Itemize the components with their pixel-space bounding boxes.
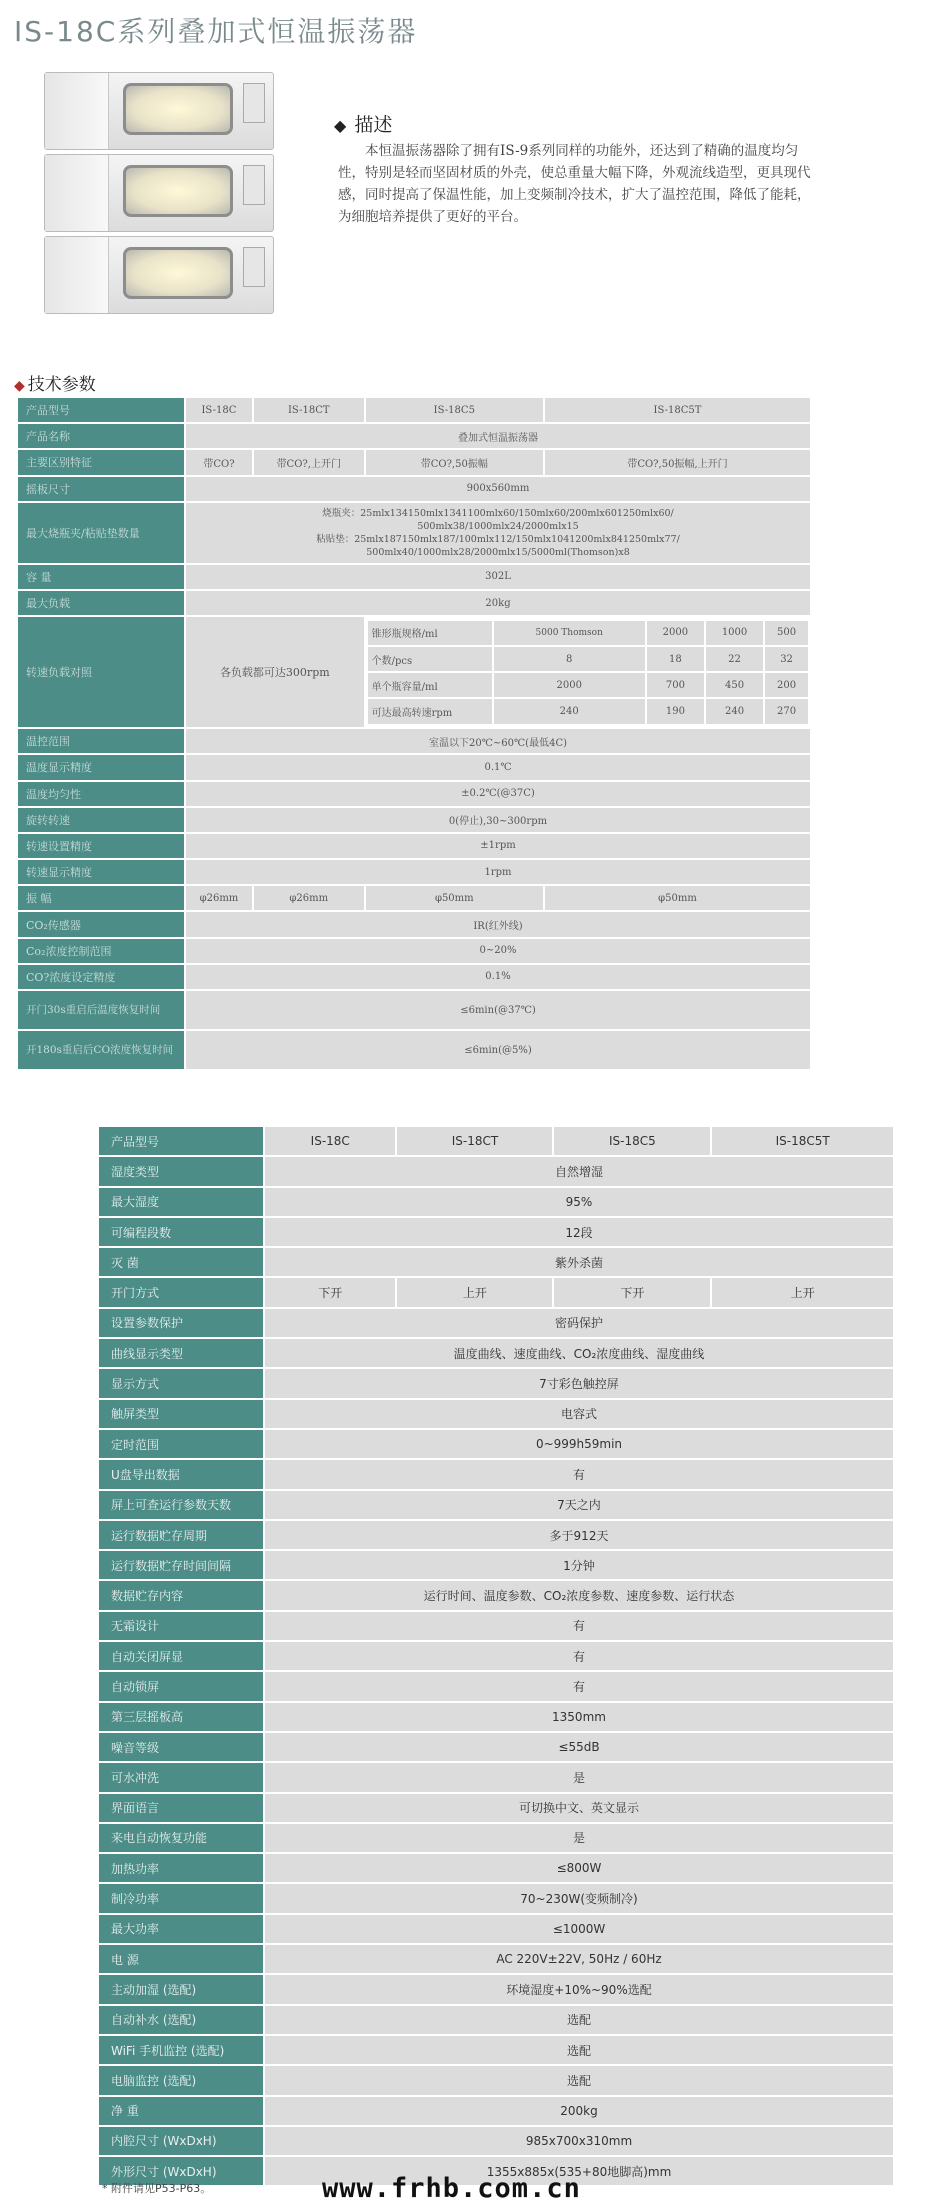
table-row [18,991,810,1029]
row-label: CO?浓度设定精度 [18,965,184,989]
sub-value: 5000 Thomson [494,621,645,645]
row-label: U盘导出数据 [99,1460,263,1488]
row-value: φ50mm [545,886,810,910]
row-label: 无霜设计 [99,1612,263,1640]
sub-value: 240 [706,699,763,723]
row-value: 紫外杀菌 [265,1248,893,1276]
table-row [99,1642,893,1670]
table-row [99,1248,893,1276]
table-row [99,1824,893,1852]
row-label: WiFi 手机监控 (选配) [99,2036,263,2064]
row-label: 自动锁屏 [99,1672,263,1700]
table-row [99,1612,893,1640]
row-value: φ50mm [366,886,543,910]
row-value: 302L [186,565,810,589]
row-value: ≤6min(@5%) [186,1031,810,1069]
row-value: 温度曲线、速度曲线、CO₂浓度曲线、湿度曲线 [265,1339,893,1367]
row-label: 自动关闭屏显 [99,1642,263,1670]
row-value: 12段 [265,1218,893,1246]
row-label: 来电自动恢复功能 [99,1824,263,1852]
row-label: 外形尺寸 (WxDxH) [99,2157,263,2185]
table-row [18,617,810,727]
row-value: 选配 [265,2036,893,2064]
model-cell: IS-18C5T [712,1127,893,1155]
capacity-line: 粘贴垫：25mlx187150mlx187/100mlx112/150mlx1041200mlx841250mlx77/ [316,533,680,545]
row-value: 环境湿度+10%~90%选配 [265,1975,893,2003]
row-value: 1分钟 [265,1551,893,1579]
row-value: 985x700x310mm [265,2127,893,2155]
row-value: 1rpm [186,860,810,884]
table-row [18,782,810,806]
row-label: 第三层摇板高 [99,1703,263,1731]
row-label: 转速显示精度 [18,860,184,884]
row-label: 最大功率 [99,1915,263,1943]
row-label: 电 源 [99,1945,263,1973]
row-label: 运行数据贮存时间间隔 [99,1551,263,1579]
sub-value: 8 [494,647,645,671]
sub-value: 500 [765,621,808,645]
table-row [99,1339,893,1367]
table-row [99,1915,893,1943]
sub-value: 450 [706,673,763,697]
row-label: 显示方式 [99,1369,263,1397]
table-row [99,1884,893,1912]
row-label: 转速负载对照 [18,617,184,727]
row-label: 电脑监控 (选配) [99,2066,263,2094]
row-value: 1350mm [265,1703,893,1731]
sub-label: 锥形瓶规格/ml [368,621,492,645]
table-row [18,886,810,910]
diamond-icon: ◆ [14,378,25,394]
row-value: 1355x885x(535+80地脚高)mm [265,2157,893,2185]
row-label: 最大湿度 [99,1188,263,1216]
row-label: 净 重 [99,2097,263,2125]
capacity-line: 500mlx40/1000mlx28/2000mlx15/5000ml(Thomson)x8 [366,546,630,558]
row-value: 密码保护 [265,1309,893,1337]
table-row [18,398,810,422]
table-row [99,1157,893,1185]
shaker-unit-bottom [44,236,274,314]
row-value: 可切换中文、英文显示 [265,1794,893,1822]
table-row [18,591,810,615]
row-value: 带CO?,50振幅 [366,450,543,474]
row-label: 最大烧瓶夹/粘贴垫数量 [18,503,184,563]
row-label: 主要区别特征 [18,450,184,474]
row-value: 电容式 [265,1400,893,1428]
table-row [99,1369,893,1397]
row-value: 有 [265,1612,893,1640]
product-image [44,72,274,322]
row-label: 曲线显示类型 [99,1339,263,1367]
row-value: 叠加式恒温振荡器 [186,424,810,448]
table-row [99,1278,893,1306]
row-value: 70~230W(变频制冷) [265,1884,893,1912]
table-row [368,699,808,723]
row-label: 旋转转速 [18,808,184,832]
row-label: 运行数据贮存周期 [99,1521,263,1549]
sub-value: 2000 [647,621,704,645]
row-value: ≤1000W [265,1915,893,1943]
table-row [368,621,808,645]
row-label: 温控范围 [18,729,184,753]
row-label: 振 幅 [18,886,184,910]
row-label: 温度均匀性 [18,782,184,806]
row-value: 是 [265,1824,893,1852]
row-value: 上开 [712,1278,893,1306]
row-value: 7寸彩色触控屏 [265,1369,893,1397]
row-value: 室温以下20℃~60℃(最低4C) [186,729,810,753]
table-row [18,965,810,989]
row-value: 7天之内 [265,1491,893,1519]
row-value: 选配 [265,2006,893,2034]
sub-label: 个数/pcs [368,647,492,671]
model-cell: IS-18C [186,398,252,422]
row-label: 湿度类型 [99,1157,263,1185]
row-value: 带CO?,50振幅,上开门 [545,450,810,474]
website-link[interactable]: www.frhb.com.cn [322,2173,581,2204]
model-cell: IS-18CT [397,1127,552,1155]
row-value: 20kg [186,591,810,615]
row-label: 自动补水 (选配) [99,2006,263,2034]
row-label: 摇板尺寸 [18,477,184,501]
table-row [99,1794,893,1822]
table-row [18,729,810,753]
row-label: 加热功率 [99,1854,263,1882]
table-row [99,2097,893,2125]
speed-load-subtable [366,617,810,727]
table-row [99,1551,893,1579]
row-label: CO₂传感器 [18,912,184,936]
tech-heading: ◆ 技术参数 [14,375,96,395]
sub-value: 200 [765,673,808,697]
row-label: 开180s重启后CO浓度恢复时间 [18,1031,184,1069]
table-row [99,1521,893,1549]
row-value: 选配 [265,2066,893,2094]
shaker-unit-middle [44,154,274,232]
table-row [99,1975,893,2003]
sub-value: 700 [647,673,704,697]
row-label: 转速设置精度 [18,834,184,858]
table-row [18,424,810,448]
row-label: 产品型号 [18,398,184,422]
table-row [18,939,810,963]
row-label: 制冷功率 [99,1884,263,1912]
row-label: 可水冲洗 [99,1763,263,1791]
capacity-line: 500mlx38/1000mlx24/2000mlx15 [417,520,579,532]
row-value: ≤55dB [265,1733,893,1761]
table-row [99,1703,893,1731]
row-label: 屏上可查运行参数天数 [99,1491,263,1519]
table-row [99,1945,893,1973]
row-label: 产品名称 [18,424,184,448]
row-value: 下开 [554,1278,710,1306]
table-row [18,755,810,779]
row-value: ≤6min(@37℃) [186,991,810,1029]
row-label: 定时范围 [99,1430,263,1458]
row-value: 0.1℃ [186,755,810,779]
sub-value: 2000 [494,673,645,697]
page-title: IS-18C系列叠加式恒温振荡器 [14,15,418,48]
row-value: IR(红外线) [186,912,810,936]
row-label: 触屏类型 [99,1400,263,1428]
row-label: 开门方式 [99,1278,263,1306]
row-value: ≤800W [265,1854,893,1882]
spec-table-2 [97,1125,895,2187]
sub-value: 270 [765,699,808,723]
row-label: 最大负载 [18,591,184,615]
description-heading: ◆ 描述 [334,114,393,136]
table-row [99,1218,893,1246]
table-row [99,1400,893,1428]
row-label: 灭 菌 [99,1248,263,1276]
row-value: φ26mm [254,886,364,910]
row-value: 下开 [265,1278,395,1306]
row-label: 容 量 [18,565,184,589]
row-label: 设置参数保护 [99,1309,263,1337]
shaker-unit-top [44,72,274,150]
model-cell: IS-18CT [254,398,364,422]
table-row [99,1430,893,1458]
row-label: 温度显示精度 [18,755,184,779]
row-value: φ26mm [186,886,252,910]
description-text: 本恒温振荡器除了拥有IS-9系列同样的功能外，还达到了精确的温度均匀性，特别是轻而坚固材质的外壳，使总重量大幅下降，外观流线造型，更具现代感，同时提高了保温性能，加上变频制冷技术，扩大了温控范围，降低了能耗，为细胞培养提供了更好的平台。 [338,143,811,225]
model-cell: IS-18C [265,1127,395,1155]
sub-value: 240 [494,699,645,723]
table-row [99,1581,893,1609]
table-row [18,503,810,563]
table-row [99,2036,893,2064]
table-row [99,1127,893,1155]
row-value: 是 [265,1763,893,1791]
row-label: 产品型号 [99,1127,263,1155]
table-row [18,1031,810,1069]
table-row [99,1854,893,1882]
table-row [99,1733,893,1761]
table-row [99,1460,893,1488]
footnote: * 附件请见P53-P63。 [102,2182,212,2195]
row-value [186,503,810,563]
row-label: 噪音等级 [99,1733,263,1761]
row-label: 界面语言 [99,1794,263,1822]
sub-value: 18 [647,647,704,671]
table-row [99,1491,893,1519]
table-row [18,477,810,501]
diamond-icon: ◆ [334,116,347,135]
model-cell: IS-18C5 [554,1127,710,1155]
row-value: 有 [265,1642,893,1670]
sub-label: 可达最高转速rpm [368,699,492,723]
row-value: 多于912天 [265,1521,893,1549]
row-value: 有 [265,1672,893,1700]
table-row [18,834,810,858]
row-value: 带CO? [186,450,252,474]
row-value: 95% [265,1188,893,1216]
table-row [368,647,808,671]
row-value: 带CO?,上开门 [254,450,364,474]
table-row [368,673,808,697]
row-label: 内腔尺寸 (WxDxH) [99,2127,263,2155]
row-value: ±0.2℃(@37C) [186,782,810,806]
table-row [18,860,810,884]
row-value: 0~999h59min [265,1430,893,1458]
table-row [18,450,810,474]
table-row [18,912,810,936]
row-value: 运行时间、温度参数、CO₂浓度参数、速度参数、运行状态 [265,1581,893,1609]
table-row [18,808,810,832]
table-row [99,1672,893,1700]
spec-table-1 [16,396,812,1071]
row-label: 数据贮存内容 [99,1581,263,1609]
row-value: ±1rpm [186,834,810,858]
table-row [99,1763,893,1791]
table-row [99,2127,893,2155]
row-value: 各负载都可达300rpm [186,617,364,727]
row-label: 可编程段数 [99,1218,263,1246]
table-row [99,1188,893,1216]
row-value: 有 [265,1460,893,1488]
model-cell: IS-18C5 [366,398,543,422]
sub-value: 32 [765,647,808,671]
row-value: 上开 [397,1278,552,1306]
table-row [99,2066,893,2094]
row-value: AC 220V±22V, 50Hz / 60Hz [265,1945,893,1973]
sub-value: 190 [647,699,704,723]
row-value: 0.1% [186,965,810,989]
sub-value: 22 [706,647,763,671]
row-value: 0~20% [186,939,810,963]
row-label: 主动加湿 (选配) [99,1975,263,2003]
row-label: Co₂浓度控制范围 [18,939,184,963]
sub-value: 1000 [706,621,763,645]
table-row [18,565,810,589]
table-row [99,2006,893,2034]
capacity-line: 烧瓶夹：25mlx134150mlx1341100mlx60/150mlx60/200mlx601250mlx60/ [322,507,674,519]
row-value: 自然增湿 [265,1157,893,1185]
table-row [99,1309,893,1337]
model-cell: IS-18C5T [545,398,810,422]
row-value: 0(停止),30~300rpm [186,808,810,832]
sub-label: 单个瓶容量/ml [368,673,492,697]
row-label: 开门30s重启后温度恢复时间 [18,991,184,1029]
row-value: 900x560mm [186,477,810,501]
row-value: 200kg [265,2097,893,2125]
